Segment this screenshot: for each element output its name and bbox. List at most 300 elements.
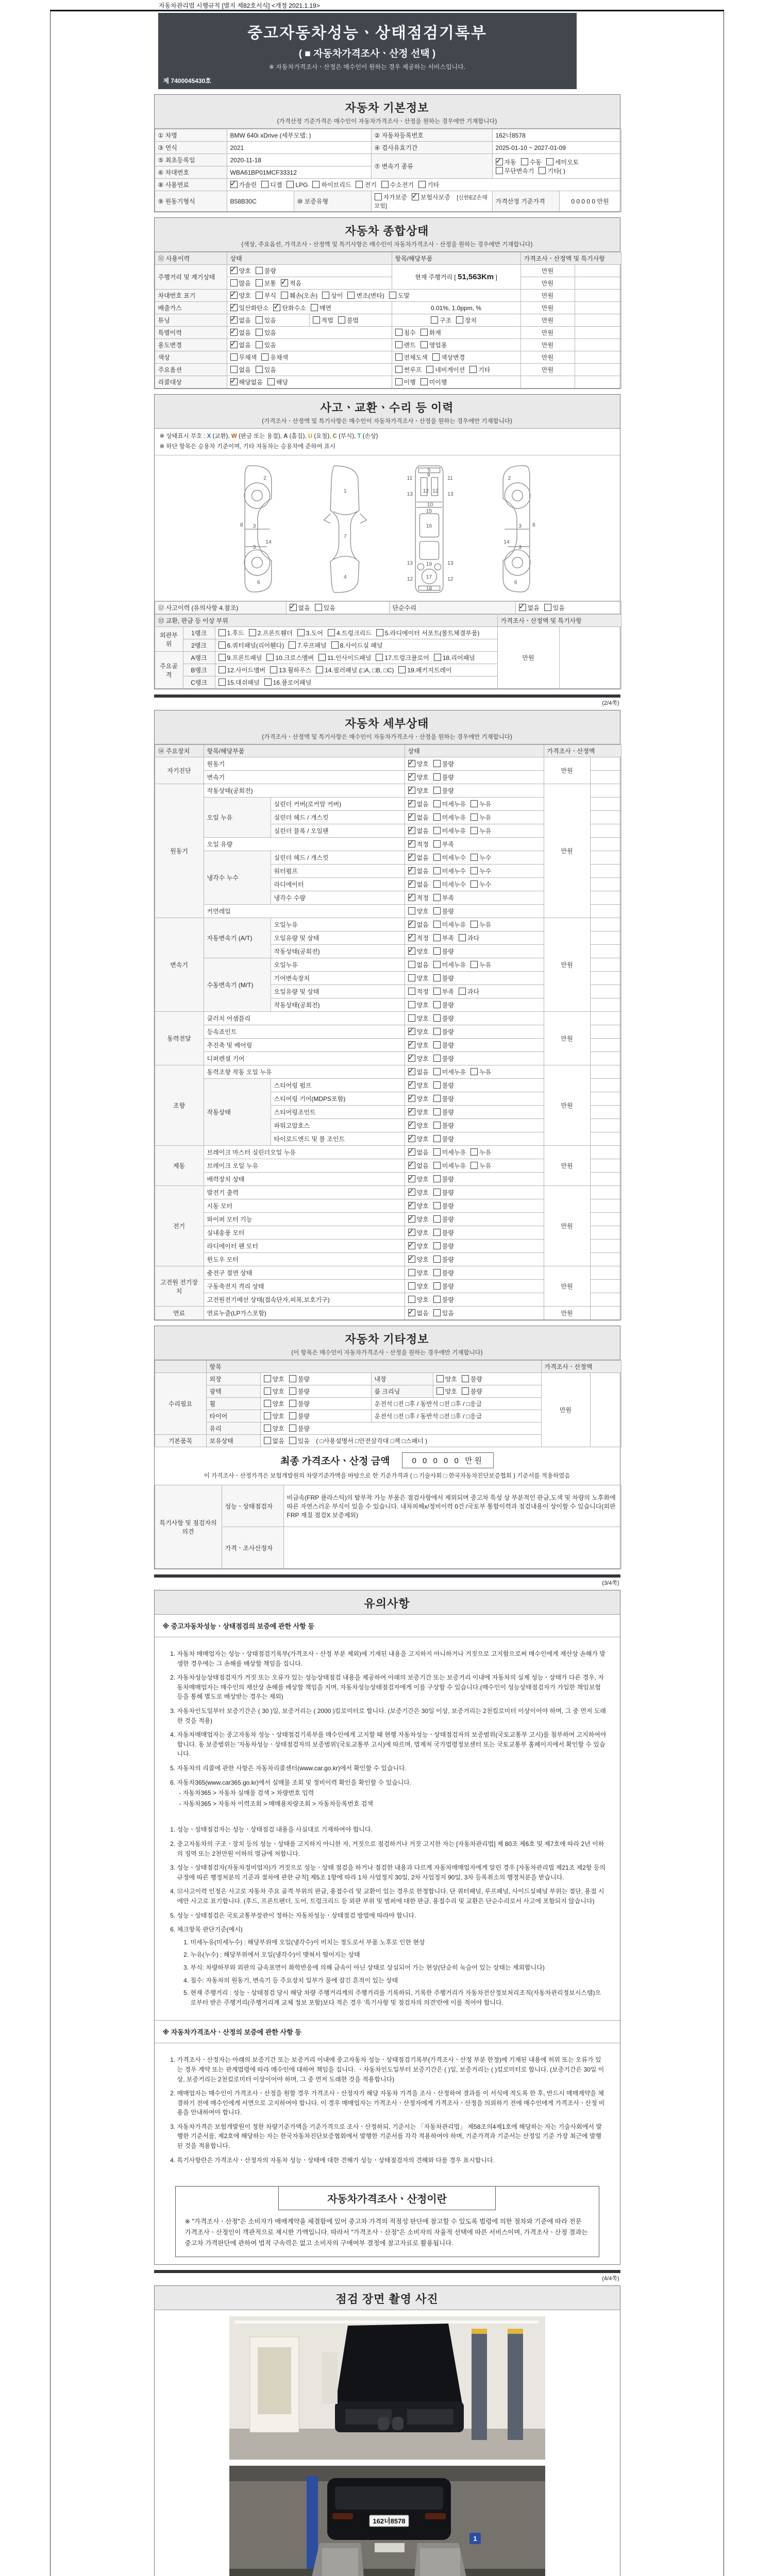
checkbox[interactable]	[432, 353, 440, 361]
remark-cell	[590, 811, 621, 824]
photos-title: 점검 장면 촬영 사진	[335, 2293, 439, 2306]
checkbox-label: 수동	[529, 158, 542, 166]
price-cell: 만원	[544, 1012, 590, 1065]
checkbox[interactable]	[434, 654, 441, 661]
checkbox[interactable]	[433, 760, 441, 767]
checkbox[interactable]	[408, 1001, 415, 1008]
checkbox[interactable]	[433, 800, 441, 807]
checkbox-label: 양호	[416, 1229, 429, 1237]
checkbox[interactable]	[470, 814, 478, 821]
checkbox[interactable]	[433, 1135, 441, 1142]
checkbox[interactable]	[264, 679, 272, 686]
checkbox[interactable]	[433, 1081, 441, 1089]
checkbox[interactable]	[266, 654, 274, 661]
checkbox-label: 기타	[478, 366, 491, 374]
checkbox[interactable]	[408, 1282, 415, 1290]
checkbox[interactable]	[256, 329, 263, 336]
tuning-legal	[309, 314, 392, 327]
checkbox-checked[interactable]	[408, 1028, 415, 1035]
checkbox[interactable]	[289, 1375, 296, 1382]
checkbox[interactable]	[331, 641, 339, 649]
row-label: 색상	[155, 351, 227, 364]
checkbox-checked[interactable]	[408, 947, 415, 955]
final-price-value: 0 0 0 0 0 만원	[402, 1452, 494, 1468]
checkbox-checked[interactable]	[408, 1189, 415, 1196]
checkbox[interactable]	[256, 341, 263, 348]
checkbox[interactable]	[249, 629, 256, 636]
checkbox[interactable]	[433, 880, 441, 888]
checkbox-checked[interactable]	[408, 1081, 415, 1089]
svg-text:13: 13	[407, 561, 413, 567]
checkbox[interactable]	[356, 181, 363, 188]
item-state	[405, 1106, 544, 1119]
checkbox[interactable]	[470, 1148, 478, 1156]
tuning-kind	[392, 314, 520, 327]
checkbox[interactable]	[395, 378, 402, 385]
checkbox[interactable]	[256, 316, 263, 324]
checkbox-checked[interactable]	[408, 1068, 415, 1075]
checkbox[interactable]	[470, 1068, 478, 1075]
checkbox-option	[408, 960, 429, 969]
checkbox-option	[408, 1108, 429, 1116]
checkbox-checked[interactable]	[408, 1135, 415, 1142]
device-group-label: 변속기	[155, 918, 204, 1012]
checkbox[interactable]	[261, 181, 268, 188]
checkbox-label: 없음	[416, 1149, 429, 1157]
checkbox[interactable]	[267, 378, 275, 385]
checkbox[interactable]	[431, 316, 438, 324]
checkbox-option	[264, 678, 312, 687]
checkbox[interactable]	[470, 867, 478, 874]
checkbox-label: 구조	[439, 317, 451, 324]
checkbox-checked[interactable]	[230, 304, 238, 311]
section-accident-history	[154, 394, 620, 689]
remark-cell	[590, 757, 621, 771]
checkbox[interactable]	[433, 1242, 441, 1249]
checkbox-option	[408, 813, 429, 822]
checkbox-label: 없음	[416, 1069, 429, 1076]
checkbox-checked[interactable]	[408, 1202, 415, 1209]
checkbox-option	[456, 316, 477, 325]
checkbox[interactable]	[318, 654, 326, 661]
field-label: ⑧ 사용연료	[155, 179, 227, 191]
checkbox-option	[408, 947, 429, 956]
checkbox-checked[interactable]	[408, 867, 415, 874]
checkbox[interactable]	[433, 1108, 441, 1115]
remark-cell	[590, 1146, 621, 1159]
checkbox-checked[interactable]	[408, 840, 415, 848]
checkbox[interactable]	[264, 1425, 271, 1432]
checkbox-checked[interactable]	[230, 378, 238, 385]
page-marker: (4/4쪽)	[602, 2276, 619, 2282]
checkbox-checked[interactable]	[408, 1095, 415, 1102]
checkbox[interactable]	[256, 267, 263, 274]
checkbox[interactable]	[297, 629, 305, 636]
checkbox[interactable]	[316, 666, 323, 673]
checkbox-checked[interactable]	[496, 158, 503, 165]
checkbox[interactable]	[433, 1095, 441, 1102]
checkbox-checked[interactable]	[408, 1108, 415, 1115]
checkbox-checked[interactable]	[230, 267, 238, 274]
checkbox[interactable]	[433, 1256, 441, 1263]
checkbox-checked[interactable]	[408, 880, 415, 888]
checkbox-checked[interactable]	[290, 604, 297, 611]
checkbox-label: 불량	[442, 1202, 454, 1210]
checkbox[interactable]	[470, 854, 478, 861]
checkbox-option	[433, 1215, 454, 1224]
checkbox[interactable]	[433, 1309, 441, 1316]
group-label: 외판부위	[155, 627, 183, 652]
checkbox[interactable]	[433, 1189, 441, 1196]
checkbox[interactable]	[433, 1041, 441, 1048]
svg-text:15: 15	[426, 509, 432, 515]
state-code-a: A	[283, 433, 288, 439]
checkbox-label: 누유	[479, 801, 492, 808]
checkbox[interactable]	[219, 654, 226, 661]
checkbox[interactable]	[408, 1014, 415, 1022]
remark-cell	[590, 1052, 621, 1065]
checkbox-checked[interactable]	[408, 1162, 415, 1169]
checkbox[interactable]	[230, 279, 238, 286]
checkbox[interactable]	[459, 988, 466, 995]
checkbox[interactable]	[544, 604, 551, 611]
checkbox[interactable]	[408, 1269, 415, 1276]
checkbox[interactable]	[433, 1282, 441, 1290]
checkbox[interactable]	[470, 921, 478, 928]
checkbox[interactable]	[289, 1412, 296, 1419]
section-detail-subtitle: (가격조사ㆍ산정액 및 특기사항은 매수인이 자동차가격조사ㆍ산정을 원하는 경우에만 기재합니다)	[262, 734, 512, 741]
checkbox[interactable]	[347, 292, 355, 299]
checkbox[interactable]	[433, 934, 441, 941]
checkbox[interactable]	[436, 1375, 444, 1382]
checkbox-label: 16.플로어패널	[273, 679, 312, 687]
checkbox-checked[interactable]	[408, 894, 415, 901]
emission-values: 0.01%, 1.0ppm, %	[392, 302, 520, 314]
checkbox[interactable]	[470, 961, 478, 968]
checkbox-checked[interactable]	[408, 1215, 415, 1223]
wheel-detail: 운전석 □전 □후 / 동반석 □전 □후 / □응급	[371, 1398, 541, 1410]
checkbox[interactable]	[395, 341, 402, 348]
checkbox-option	[470, 813, 491, 822]
checkbox[interactable]	[398, 666, 406, 673]
checkbox[interactable]	[433, 1269, 441, 1276]
checkbox[interactable]	[433, 787, 441, 794]
checkbox-checked[interactable]	[230, 341, 238, 348]
checkbox[interactable]	[376, 654, 383, 661]
checkbox[interactable]	[433, 1296, 441, 1303]
checkbox-label: 양호	[272, 1413, 284, 1420]
checkbox[interactable]	[433, 894, 441, 901]
checkbox[interactable]	[421, 329, 428, 336]
checkbox-checked[interactable]	[281, 279, 288, 286]
checkbox[interactable]	[433, 947, 441, 955]
checkbox-checked[interactable]	[408, 773, 415, 781]
checkbox[interactable]	[470, 800, 478, 807]
item-label: 타이로드엔드 및 볼 조인트	[271, 1132, 405, 1146]
checkbox[interactable]	[219, 679, 226, 686]
checkbox[interactable]	[289, 641, 296, 649]
svg-text:11: 11	[447, 476, 453, 482]
checkbox[interactable]	[470, 827, 478, 834]
checkbox[interactable]	[433, 1215, 441, 1223]
item-label: 커먼레일	[204, 905, 405, 918]
checkbox[interactable]	[433, 1175, 441, 1182]
checkbox[interactable]	[436, 1387, 444, 1395]
checkbox-label: 양호	[416, 948, 429, 956]
checkbox[interactable]	[256, 292, 263, 299]
checkbox[interactable]	[281, 292, 288, 299]
checkbox[interactable]	[433, 921, 441, 928]
checkbox[interactable]	[315, 604, 322, 611]
checkbox[interactable]	[469, 366, 477, 373]
checkbox[interactable]	[230, 366, 238, 373]
checkbox-label: 화재	[429, 329, 441, 336]
checkbox-label: 있음	[264, 329, 276, 336]
checkbox[interactable]	[311, 304, 318, 311]
checkbox[interactable]	[219, 629, 226, 636]
checkbox[interactable]	[395, 353, 402, 361]
checkbox[interactable]	[264, 1437, 271, 1444]
checkbox-label: 일산화탄소	[239, 304, 269, 312]
checkbox-label: 불량	[470, 1376, 482, 1383]
item-label: 오일 유량	[204, 838, 405, 851]
item-state	[405, 891, 544, 905]
checkbox-option	[389, 291, 410, 300]
checkbox[interactable]	[433, 827, 441, 834]
checkbox[interactable]	[256, 279, 263, 286]
checkbox[interactable]	[433, 1055, 441, 1062]
rankA-items	[215, 652, 497, 664]
checkbox[interactable]	[433, 1229, 441, 1236]
checkbox-checked[interactable]	[408, 1309, 415, 1316]
checkbox[interactable]	[426, 366, 433, 373]
checkbox[interactable]	[408, 961, 415, 968]
checkbox-label: 수소전기	[390, 181, 414, 189]
checkbox-label: 있음	[323, 604, 335, 612]
item-state	[405, 838, 544, 851]
group-label: 기본품목	[155, 1435, 206, 1447]
checkbox[interactable]	[433, 1001, 441, 1008]
checkbox[interactable]	[289, 1425, 296, 1432]
checkbox-label: 양호	[239, 292, 251, 299]
checkbox[interactable]	[289, 1400, 296, 1407]
checkbox-checked[interactable]	[230, 316, 238, 324]
svg-text:9: 9	[427, 472, 430, 478]
checkbox-checked[interactable]	[408, 760, 415, 767]
checkbox-checked[interactable]	[408, 1256, 415, 1263]
checkbox[interactable]	[433, 961, 441, 968]
column-header: 항목/해당부품	[392, 252, 520, 265]
checkbox-option	[408, 1054, 429, 1063]
checkbox[interactable]	[433, 1148, 441, 1156]
checkbox[interactable]	[433, 1122, 441, 1129]
checkbox[interactable]	[328, 629, 335, 636]
checkbox[interactable]	[470, 880, 478, 888]
checkbox[interactable]	[264, 1375, 271, 1382]
checkbox-label: 불량	[442, 975, 454, 982]
checkbox[interactable]	[456, 316, 463, 324]
checkbox[interactable]	[539, 167, 546, 174]
checkbox[interactable]	[462, 1387, 469, 1395]
checkbox-option	[433, 853, 466, 862]
field-label: ④ 검사유효기간	[371, 142, 492, 154]
checkbox[interactable]	[433, 1028, 441, 1035]
svg-text:12: 12	[447, 577, 453, 583]
checkbox-label: 하이브리드	[321, 181, 351, 189]
checkbox-checked[interactable]	[408, 1041, 415, 1048]
checkbox-option	[408, 867, 429, 875]
checkbox-label: 불량	[297, 1425, 310, 1433]
checkbox-checked[interactable]	[230, 181, 238, 188]
checkbox[interactable]	[462, 1375, 469, 1382]
base-price-value: 0 0 0 0 0 만원	[559, 191, 621, 212]
accident-state	[286, 602, 389, 614]
checkbox-checked[interactable]	[408, 854, 415, 861]
polish-state	[260, 1385, 371, 1398]
item-label: 작동상태(공회전)	[204, 784, 405, 798]
price-cell: 만원	[497, 627, 559, 689]
notice-s1-heading: ※ 중고자동차성능ㆍ상태점검의 보증에 관한 사항 등	[155, 1615, 620, 1637]
checkbox[interactable]	[381, 181, 389, 188]
page-marker: (3/4쪽)	[602, 1580, 619, 1587]
checkbox-checked[interactable]	[230, 292, 238, 299]
remark-cell	[575, 277, 621, 290]
checkbox[interactable]	[395, 329, 402, 336]
checkbox[interactable]	[264, 1387, 271, 1395]
checkbox[interactable]	[230, 353, 238, 361]
checkbox[interactable]	[433, 1162, 441, 1169]
checkbox-option	[281, 279, 301, 287]
checkbox-checked[interactable]	[412, 193, 419, 200]
price-cell: 만원	[544, 1065, 590, 1146]
checkbox-option	[470, 1067, 491, 1076]
checkbox[interactable]	[421, 341, 428, 348]
svg-text:8: 8	[240, 522, 243, 528]
checkbox[interactable]	[219, 641, 226, 649]
item-label: 브레이크 마스터 실린더오일 누유	[204, 1146, 405, 1159]
checkbox[interactable]	[408, 974, 415, 981]
checkbox[interactable]	[264, 1412, 271, 1419]
checkbox-label: 양호	[272, 1425, 284, 1433]
checkbox-checked[interactable]	[408, 921, 415, 928]
checkbox-checked[interactable]	[519, 604, 526, 611]
checkbox-checked[interactable]	[408, 934, 415, 941]
car-damage-diagrams	[155, 455, 620, 601]
rankC-items	[215, 676, 497, 689]
checkbox[interactable]	[496, 167, 503, 174]
checkbox[interactable]	[433, 1014, 441, 1022]
checkbox[interactable]	[375, 193, 382, 200]
remark-cell	[590, 771, 621, 784]
checkbox[interactable]	[219, 666, 226, 673]
checkbox[interactable]	[408, 1296, 415, 1303]
basic-info-table	[155, 129, 621, 212]
item-state	[405, 1079, 544, 1092]
checkbox[interactable]	[433, 907, 441, 914]
checkbox[interactable]	[433, 773, 441, 781]
section-basic-title: 자동차 기본정보	[345, 101, 429, 114]
checkbox-label: 양호	[416, 1189, 429, 1197]
checkbox-option	[408, 853, 429, 862]
checkbox[interactable]	[270, 666, 277, 673]
item-label: 배력장치 상태	[204, 1173, 405, 1186]
checkbox-checked[interactable]	[408, 814, 415, 821]
checkbox-option	[408, 1175, 429, 1183]
checkbox[interactable]	[287, 181, 294, 188]
checkbox[interactable]	[433, 840, 441, 848]
checkbox-option	[421, 341, 447, 349]
checkbox-checked[interactable]	[408, 1055, 415, 1062]
checkbox[interactable]	[376, 629, 383, 636]
checkbox[interactable]	[433, 974, 441, 981]
svg-text:12: 12	[423, 488, 429, 494]
checkbox[interactable]	[338, 316, 345, 324]
checkbox[interactable]	[264, 1400, 271, 1407]
checkbox-option	[408, 880, 429, 889]
checkbox-label: 양호	[272, 1376, 284, 1383]
checkbox-checked[interactable]	[408, 1242, 415, 1249]
emission-state	[227, 302, 392, 314]
checkbox-option	[433, 800, 466, 808]
checkbox[interactable]	[433, 1068, 441, 1075]
checkbox-checked[interactable]	[408, 1229, 415, 1236]
color-state	[227, 351, 392, 364]
checkbox-option	[408, 920, 429, 929]
item-state	[405, 918, 544, 931]
checkbox[interactable]	[546, 158, 553, 165]
checkbox[interactable]	[433, 867, 441, 874]
checkbox[interactable]	[459, 934, 466, 941]
checkbox[interactable]	[433, 814, 441, 821]
checkbox[interactable]	[261, 353, 268, 361]
checkbox[interactable]	[408, 907, 415, 914]
checkbox-checked[interactable]	[230, 329, 238, 336]
checkbox-label: 미세누유	[442, 827, 466, 835]
checkbox[interactable]	[395, 366, 402, 373]
checkbox-checked[interactable]	[408, 1148, 415, 1156]
checkbox-checked[interactable]	[408, 800, 415, 807]
checkbox[interactable]	[433, 854, 441, 861]
inspection-period-value: 2025-01-10 ~ 2027-01-09	[492, 142, 621, 154]
checkbox[interactable]	[433, 988, 441, 995]
checkbox[interactable]	[418, 181, 426, 188]
checkbox-label: 불량	[442, 1055, 454, 1063]
checkbox[interactable]	[322, 292, 329, 299]
checkbox[interactable]	[389, 292, 396, 299]
checkbox[interactable]	[289, 1387, 296, 1395]
checkbox[interactable]	[433, 1202, 441, 1209]
checkbox[interactable]	[313, 316, 320, 324]
checkbox[interactable]	[312, 181, 320, 188]
checkbox-option	[289, 1375, 310, 1383]
checkbox[interactable]	[521, 158, 528, 165]
checkbox-checked[interactable]	[408, 1122, 415, 1129]
checkbox-checked[interactable]	[408, 787, 415, 794]
checkbox[interactable]	[289, 1437, 296, 1444]
checkbox-label: 양호	[416, 975, 429, 982]
checkbox-option	[219, 653, 262, 662]
checkbox[interactable]	[421, 378, 428, 385]
checkbox-checked[interactable]	[408, 827, 415, 834]
checkbox-option	[433, 934, 454, 942]
option-state	[227, 364, 392, 376]
checkbox-label: 해당	[276, 379, 289, 386]
checkbox-checked[interactable]	[273, 304, 280, 311]
checkbox[interactable]	[408, 988, 415, 995]
checkbox-checked[interactable]	[408, 1175, 415, 1182]
checkbox[interactable]	[470, 1162, 478, 1169]
checkbox[interactable]	[256, 366, 263, 373]
